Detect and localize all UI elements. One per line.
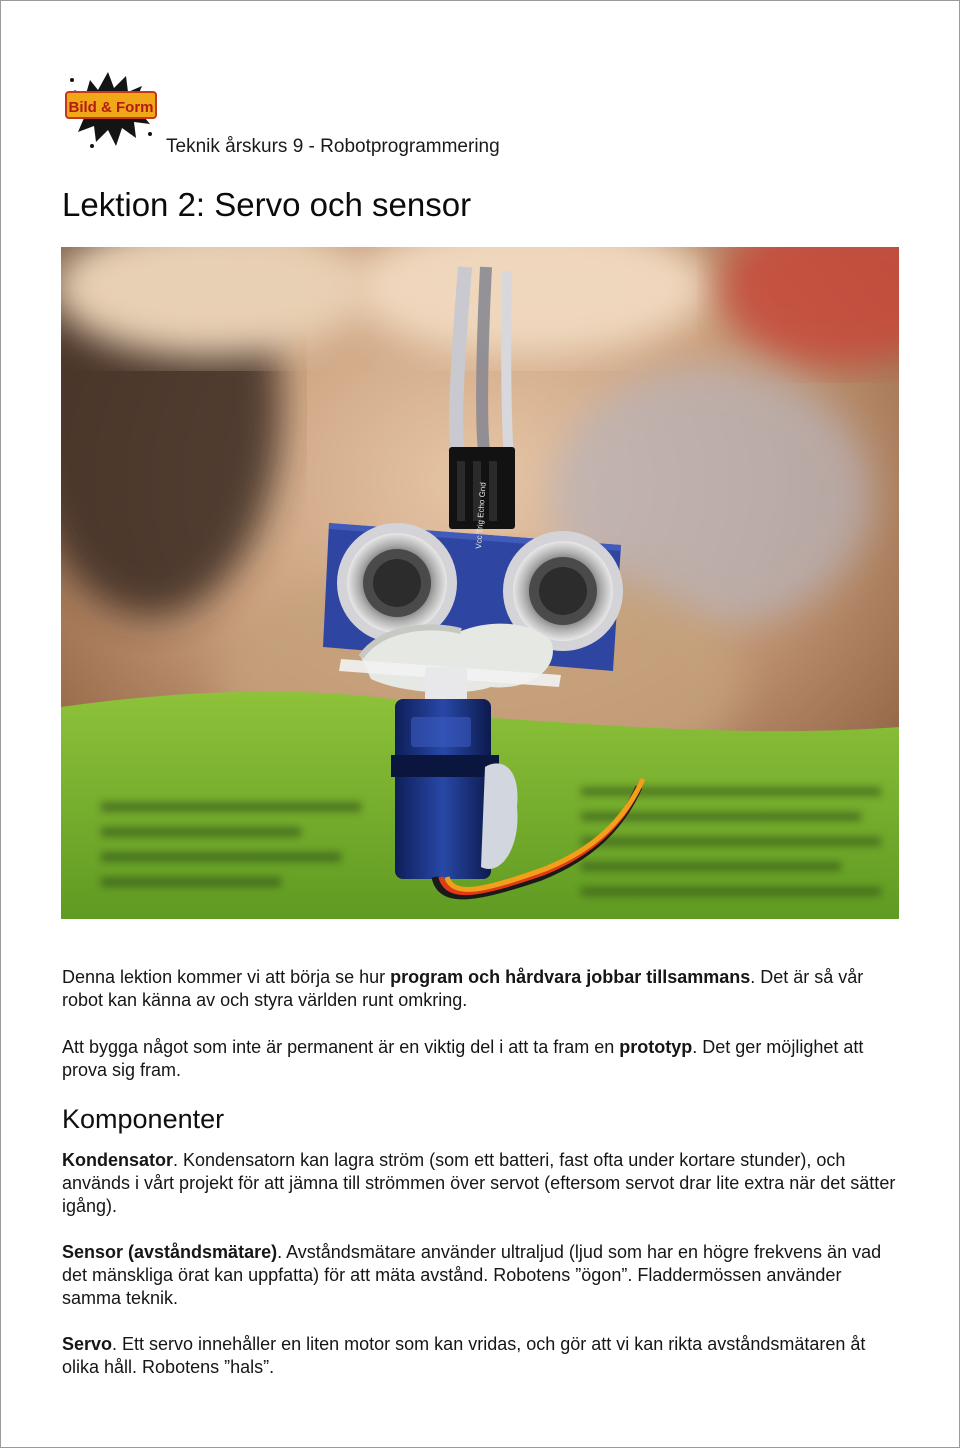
page-title: Lektion 2: Servo och sensor bbox=[62, 186, 472, 223]
component-description: . Avståndsmätare använder ultraljud (ljud som har en högre frekvens än vad det mänskliga örat kan uppfatta) för att mäta avstånd. Robotens ”ögon”. Fladdermössen använder samma teknik. bbox=[62, 1242, 882, 1308]
bild-och-form-logo bbox=[60, 62, 162, 154]
component-term: Servo bbox=[62, 1334, 113, 1354]
component-description: . Ett servo innehåller en liten motor som kan vridas, och gör att vi kan rikta avståndsmätaren åt olika håll. Robotens ”hals”. bbox=[62, 1334, 866, 1377]
component-term: Kondensator bbox=[62, 1150, 174, 1170]
component-servo bbox=[62, 1333, 902, 1379]
intro-paragraph-1 bbox=[62, 966, 902, 1012]
course-name: Teknik årskurs 9 - Robotprogrammering bbox=[166, 136, 500, 157]
intro-paragraph-2 bbox=[62, 1036, 902, 1082]
intro-text: Denna lektion kommer vi att börja se hur bbox=[62, 967, 391, 987]
ultrasonic-sensor-on-servo-photo bbox=[61, 247, 899, 919]
intro-emphasis: prototyp bbox=[619, 1037, 693, 1057]
component-capacitor bbox=[62, 1149, 902, 1218]
component-sensor bbox=[62, 1241, 902, 1310]
intro-text: Att bygga något som inte är permanent är en viktig del i att ta fram en bbox=[62, 1037, 620, 1057]
components-heading: Komponenter bbox=[62, 1104, 225, 1134]
intro-text: . Det ger möjlighet att prova sig fram. bbox=[62, 1037, 864, 1080]
component-description: . Kondensatorn kan lagra ström (som ett batteri, fast ofta under kortare stunder), och används i vårt projekt för att jämna till strömmen över servot (eftersom servot drar lite extra när det sätter igång). bbox=[62, 1150, 896, 1216]
component-term: Sensor (avståndsmätare) bbox=[62, 1242, 278, 1262]
svg-text:Vcc Trig Echo Gnd: Vcc Trig Echo Gnd bbox=[474, 481, 488, 550]
intro-emphasis: program och hårdvara jobbar tillsammans bbox=[390, 967, 751, 987]
logo-text: Bild & Form bbox=[68, 99, 154, 116]
intro-text: . Det är så vår robot kan känna av och styra världen runt omkring. bbox=[62, 967, 864, 1010]
